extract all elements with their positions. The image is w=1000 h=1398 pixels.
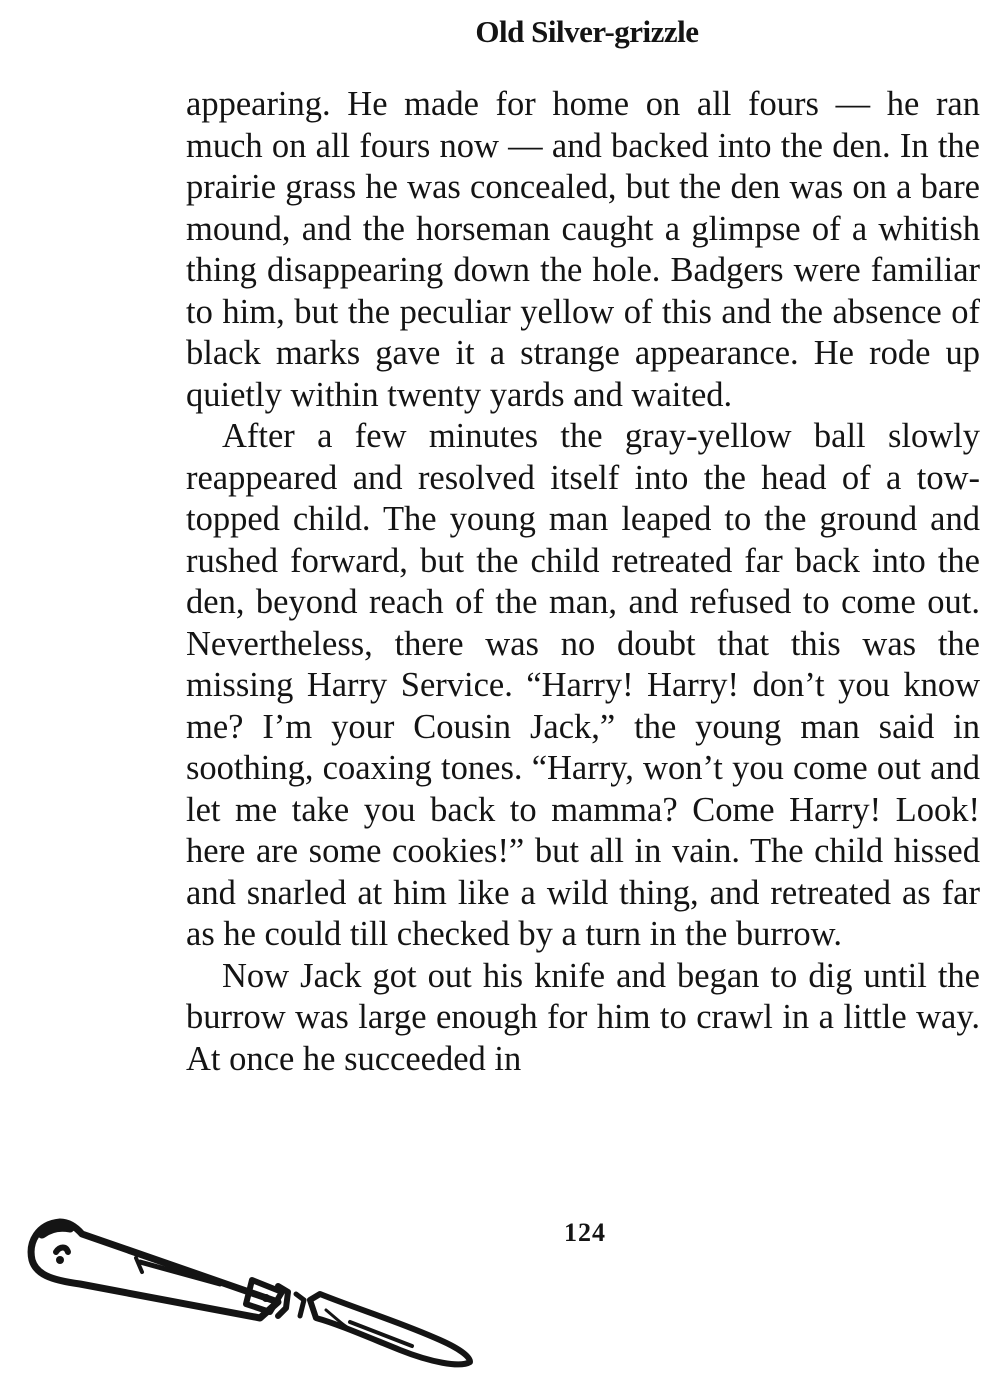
running-head: Old Silver-grizzle xyxy=(475,14,699,49)
body-text xyxy=(186,84,980,1080)
page-number: 124 xyxy=(564,1218,606,1247)
paragraph-2: After a few minutes the gray-yellow ball slowly reappeared and resolved itself into the head of a tow-topped child. The young man leaped to the ground and rushed forward, but the child retreated far back into the den, beyond reach of the man, and refused to come out. Nevertheless, there was no doubt that this was the missing Harry Service. “Harry! Harry! don’t you know me? I’m your Cousin Jack,” the young man said in soothing, coaxing tones. “Harry, won’t you come out and let me take you back to mamma? Come Harry! Look! here are some cookies!” but all in vain. The child hissed and snarled at him like a wild thing, and retreated as far as he could till checked by a turn in the burrow. xyxy=(186,417,980,953)
pocket-knife-icon xyxy=(20,1200,480,1390)
paragraph-3: Now Jack got out his knife and began to dig until the burrow was large enough for him to crawl in a little way. At once he succeeded in xyxy=(186,956,980,1078)
paragraph-1: appearing. He made for home on all fours — he ran much on all fours now — and backed into the den. In the prairie grass he was concealed, but the den was on a bare mound, and the horseman caught a glimpse of a whitish thing disappearing down the hole. Badgers were familiar to him, but the peculiar yellow of this and the absence of black marks gave it a strange appearance. He rode up quietly within twenty yards and waited. xyxy=(186,85,980,414)
